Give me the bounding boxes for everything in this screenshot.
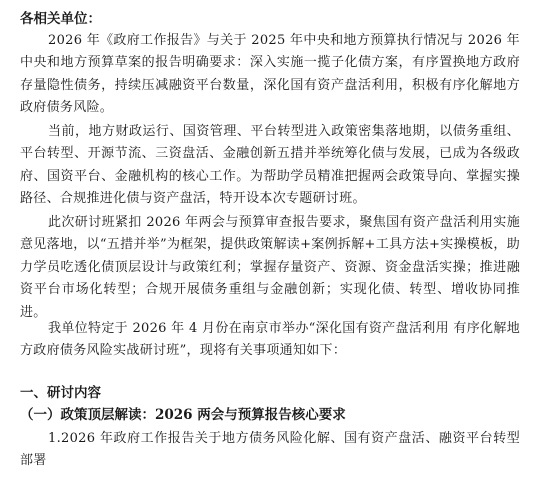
paragraph-seminar-purpose: 此次研讨班紧扣 2026 年两会与预算审查报告要求，聚焦国有资产盘活利用实施意见落地，以“五措并举”为框架，提供政策解读+案例拆解+工具方法+实操模板，助力学员吃透化债顶层设计与政策红利；掌握存量资产、资源、资金盘活实操；推进融资平台市场化转型；合规开展债务重组与金融创新；实现化债、转型、增收协同推进。	[20, 215, 520, 320]
paragraph-notice-intro: 我单位特定于 2026 年 4 月份在南京市举办“深化国有资产盘活利用 有序化解地方政府债务风险实战研讨班”，现将有关事项通知如下：	[20, 321, 520, 359]
paragraph-policy-background: 2026 年《政府工作报告》与关于 2025 年中央和地方预算执行情况与 2026 年中央和地方预算草案的报告明确要求：深入实施一揽子化债方案，有序置换地方政府存量隐性债务，持续压减融资平台数量，深化国有资产盘活利用，积极有序化解地方政府债务风险。	[20, 33, 520, 116]
section-heading: 一、研讨内容	[20, 385, 101, 401]
list-item: 1.2026 年政府工作报告关于地方债务风险化解、国有资产盘活、融资平台转型部署	[20, 431, 520, 468]
subsection-heading: （一）政策顶层解读：2026 两会与预算报告核心要求	[20, 407, 346, 423]
salutation: 各相关单位：	[20, 11, 101, 27]
paragraph-current-situation: 当前，地方财政运行、国资管理、平台转型进入政策密集落地期，以债务重组、平台转型、开源节流、三资盘活、金融创新五措并举统筹化债与发展，已成为各级政府、国资平台、金融机构的核心工作。为帮助学员精准把握两会政策导向、掌握实操路径、合规推进化债与资产盘活，特开设本次专题研讨班。	[20, 124, 520, 207]
